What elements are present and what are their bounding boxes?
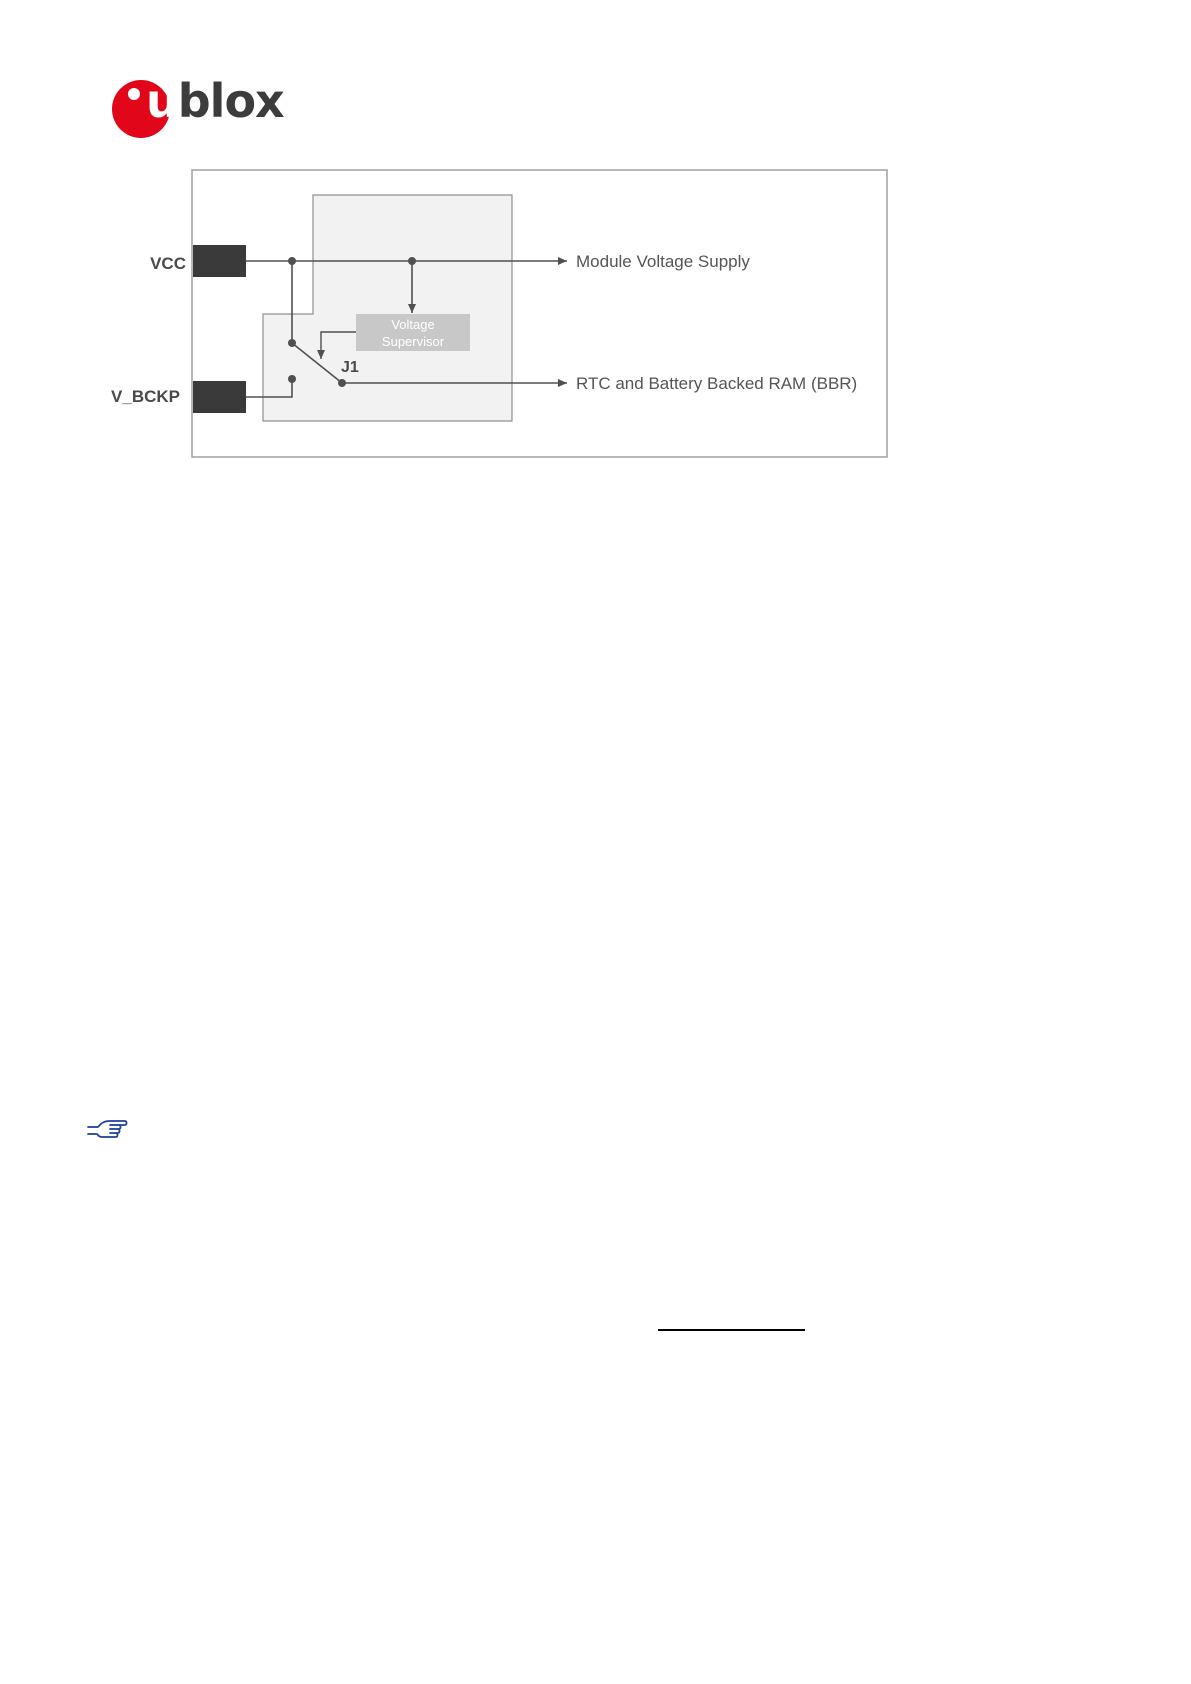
link-underline (658, 1329, 805, 1331)
ublox-logo (112, 74, 284, 142)
vbckp-label: V_BCKP (111, 387, 180, 406)
vcc-label: VCC (150, 254, 186, 273)
switch-vcc-contact-dot (288, 339, 296, 347)
rtc-bbr-label: RTC and Battery Backed RAM (BBR) (576, 374, 858, 393)
diagram-svg (110, 165, 890, 465)
supervisor-junction-dot (408, 257, 416, 265)
logo-letter-u: u (146, 74, 178, 128)
vbckp-pin (193, 381, 246, 413)
power-supply-block-diagram (110, 165, 890, 465)
j1-label: J1 (341, 359, 359, 376)
module-supply-label: Module Voltage Supply (576, 252, 750, 271)
supervisor-label-line1: Voltage (391, 317, 435, 332)
vcc-pin (193, 245, 246, 277)
logo-wordmark (146, 74, 284, 128)
supervisor-label-line2: Supervisor (381, 334, 445, 349)
logo-letters-blox: blox (177, 74, 284, 128)
switch-common-dot (338, 379, 346, 387)
logo-dot (128, 88, 140, 100)
switch-vbckp-contact-dot (288, 375, 296, 383)
pointing-hand-icon (86, 1118, 128, 1144)
vcc-junction-dot (288, 257, 296, 265)
